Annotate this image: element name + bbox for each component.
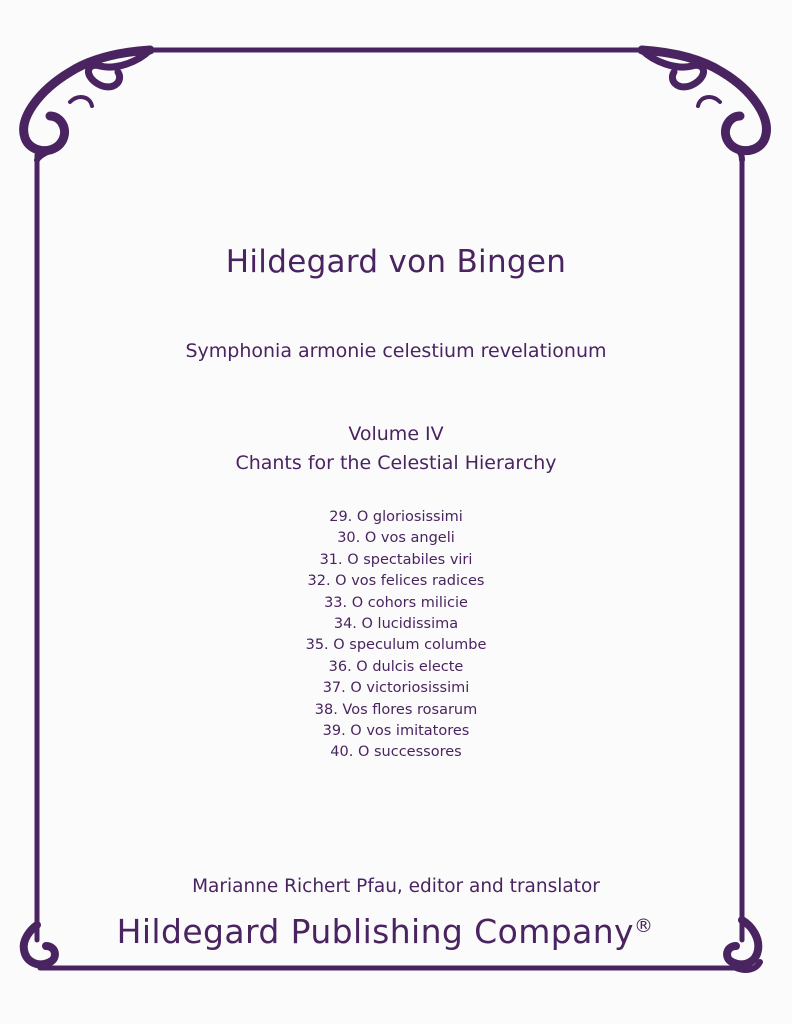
contents-list xyxy=(0,507,792,764)
work-title: Symphonia armonie celestium revelationum xyxy=(185,340,607,362)
top-left-flourish xyxy=(24,50,150,160)
contents-item: 37. O victoriosissimi xyxy=(322,680,470,697)
contents-item: 36. O dulcis electe xyxy=(328,658,464,675)
contents-item: 32. O vos felices radices xyxy=(307,573,485,590)
contents-item: 29. O gloriosissimi xyxy=(329,509,463,525)
editor-credit: Marianne Richert Pfau, editor and translator xyxy=(192,876,600,897)
registered-mark: ® xyxy=(633,915,654,937)
contents-item: 33. O cohors milicie xyxy=(324,594,468,611)
publisher-name: Hildegard Publishing Company xyxy=(116,912,634,951)
contents-item: 38. Vos flores rosarum xyxy=(314,701,478,718)
contents-item: 30. O vos angeli xyxy=(337,530,455,547)
volume-label: Volume IV xyxy=(348,423,444,445)
top-right-flourish xyxy=(642,50,766,160)
contents-item: 40. O successores xyxy=(330,744,462,761)
contents-item: 31. O spectabiles viri xyxy=(319,551,473,568)
contents-item: 34. O lucidissima xyxy=(333,616,459,633)
author-title: Hildegard von Bingen xyxy=(225,244,567,280)
volume-subtitle: Chants for the Celestial Hierarchy xyxy=(235,452,557,474)
contents-item: 35. O speculum columbe xyxy=(305,637,487,654)
contents-item: 39. O vos imitatores xyxy=(322,723,470,740)
publisher-line xyxy=(0,912,770,951)
